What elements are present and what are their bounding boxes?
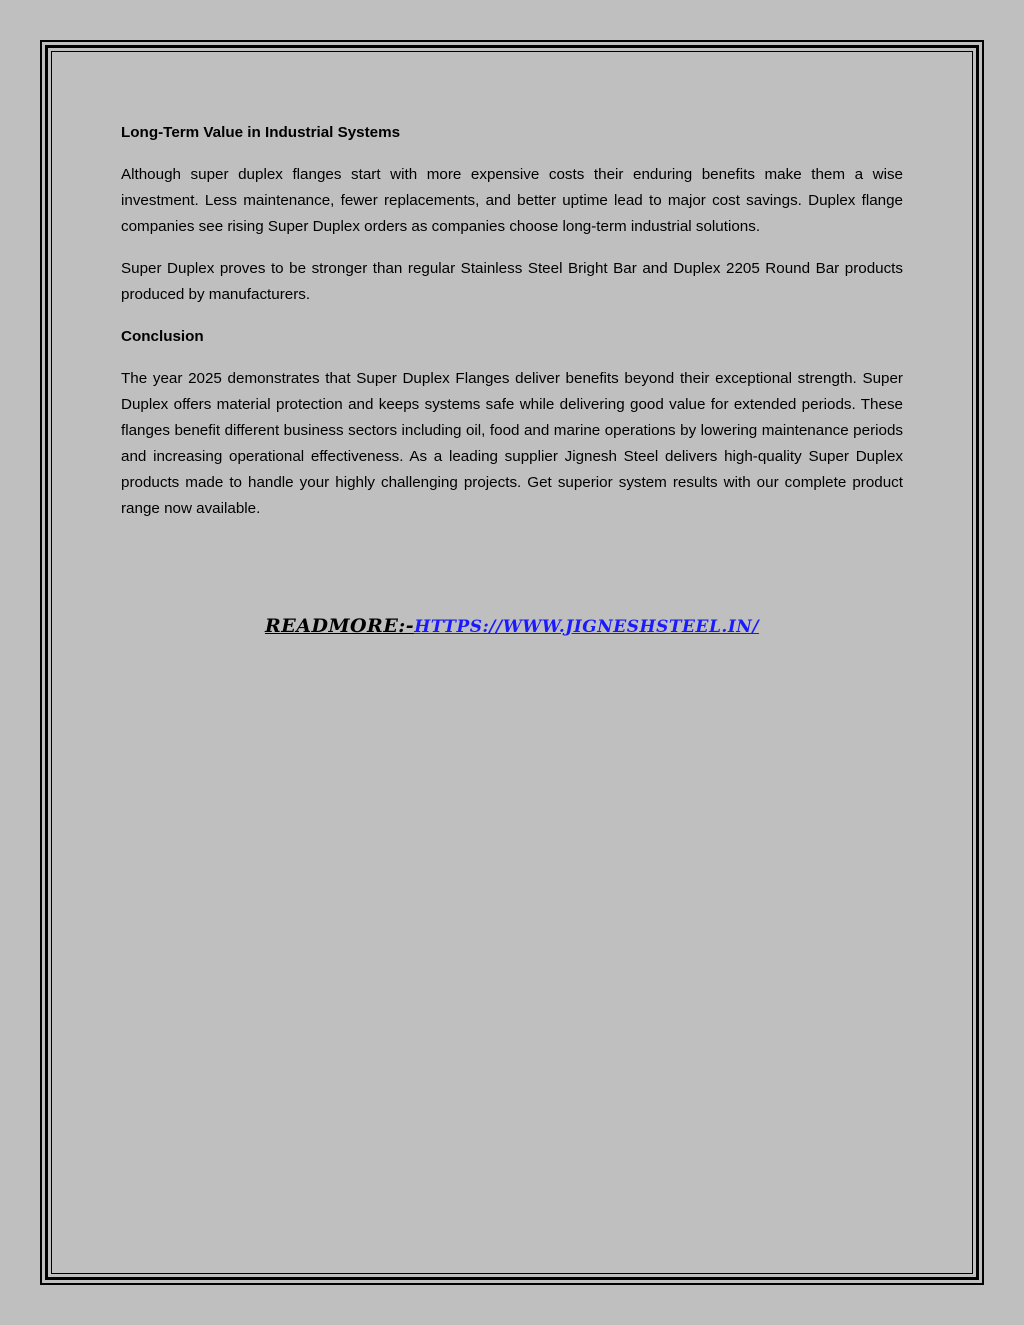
readmore-link[interactable]: HTTPS://WWW.JIGNESHSTEEL.IN/ <box>414 617 760 637</box>
section-heading-long-term-value: Long-Term Value in Industrial Systems <box>121 124 401 141</box>
readmore-line <box>0 612 1024 641</box>
paragraph-stronger: Super Duplex proves to be stronger than regular Stainless Steel Bright Bar and Duplex 2205 Round Bar products produced by manufacturers. <box>121 260 903 303</box>
paragraph-investment: Although super duplex flanges start with more expensive costs their enduring benefits make them a wise investment. Less maintenance, fewer replacements, and better uptime lead to major cost savings. Duplex flange companies see rising Super Duplex orders as companies choose long-term industrial solutions. <box>121 166 903 235</box>
paragraph-conclusion: The year 2025 demonstrates that Super Duplex Flanges deliver benefits beyond their exceptional strength. Super Duplex offers material protection and keeps systems safe while delivering good value for extended periods. These flanges benefit different business sectors including oil, food and marine operations by lowering maintenance periods and increasing operational effectiveness. As a leading supplier Jignesh Steel delivers high-quality Super Duplex products made to handle your highly challenging projects. Get superior system results with our complete product range now available. <box>121 370 903 517</box>
section-heading-conclusion: Conclusion <box>121 328 204 345</box>
readmore-label: READMORE:- <box>264 615 415 637</box>
document-body <box>121 120 903 538</box>
